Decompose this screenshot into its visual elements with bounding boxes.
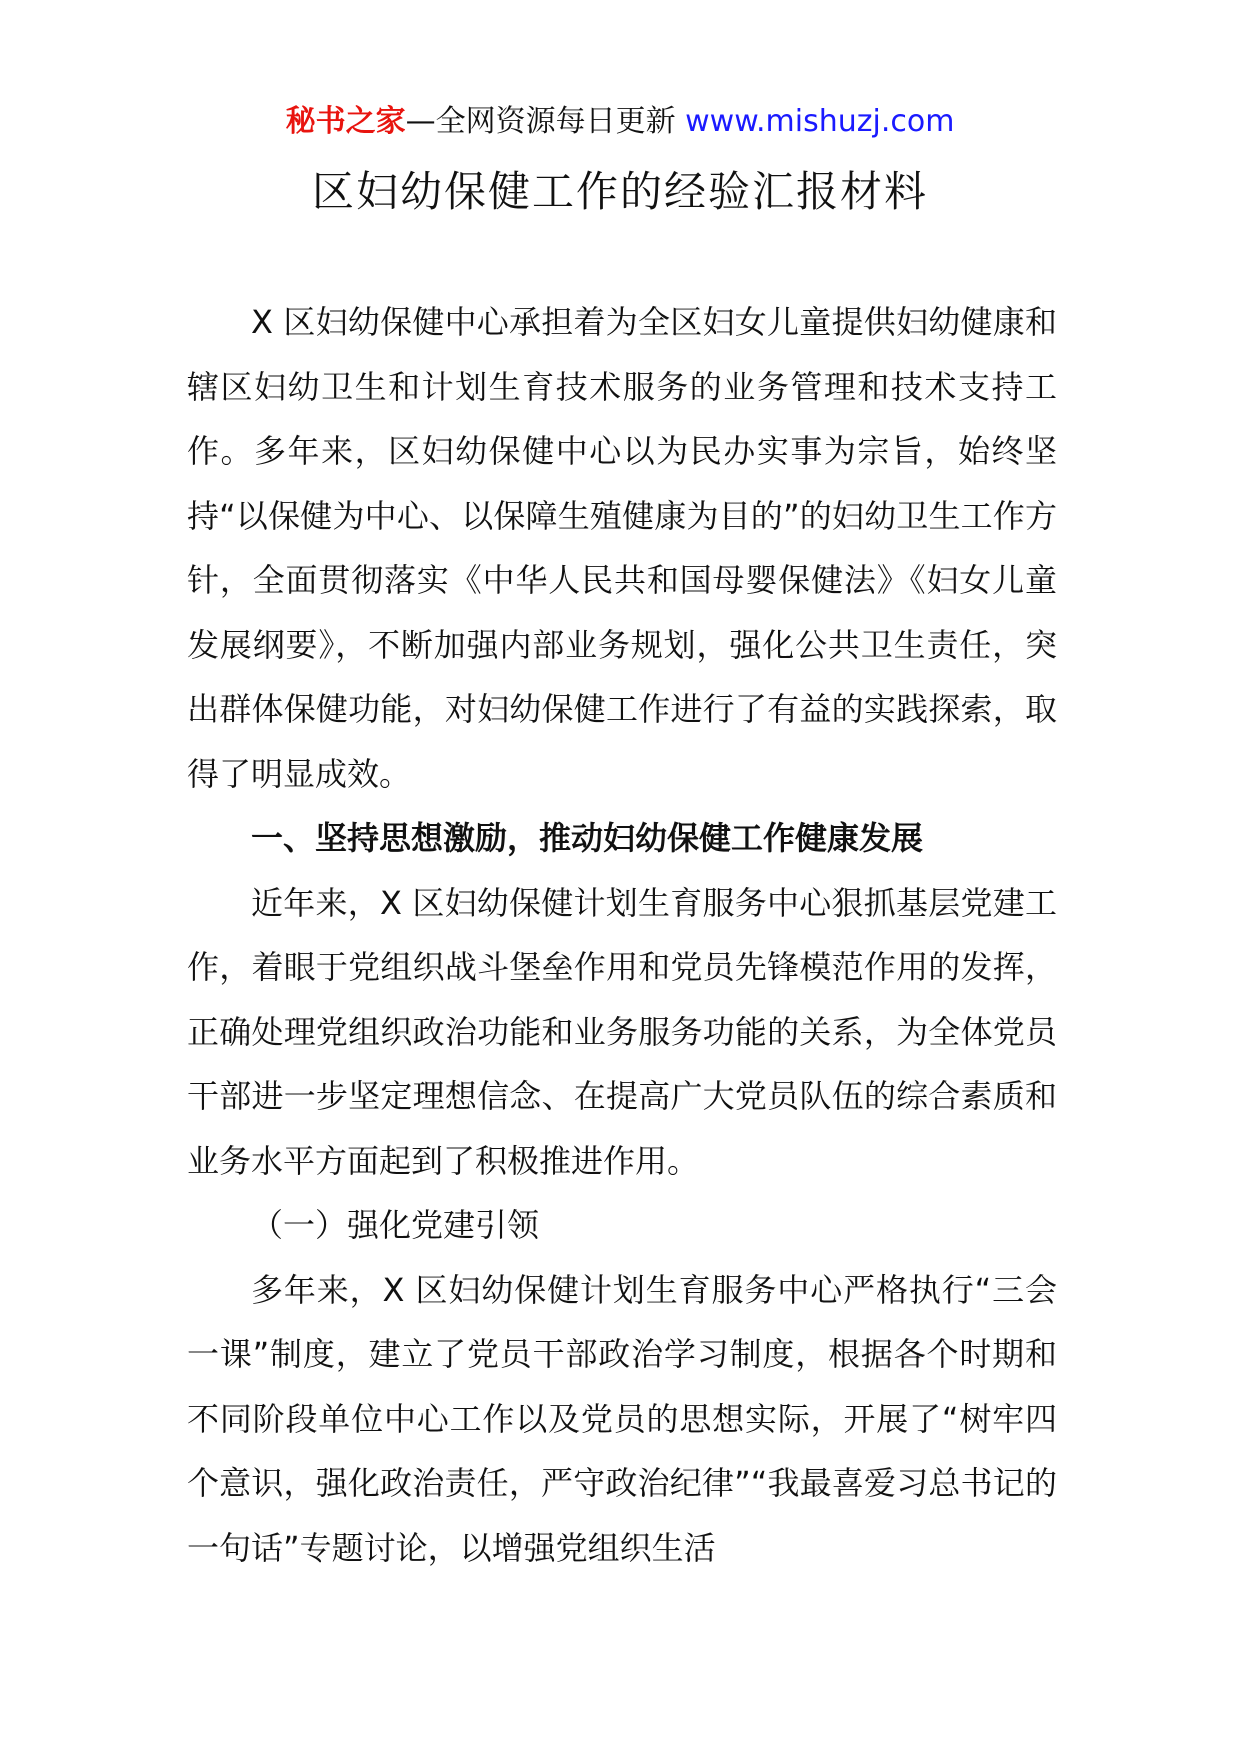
header-tagline: —全网资源每日更新 [405, 104, 686, 139]
subsection-heading-1: （一）强化党建引领 [251, 1206, 540, 1244]
subsection-1-paragraph: 多年来，X 区妇幼保健计划生育服务中心严格执行“三会一课”制度，建立了党员干部政治学习制度，根据各个时期和不同阶段单位中心工作以及党员的思想实际，开展了“树牢四个意识，强化政治责任，严守政治纪律”“我最喜爱习总书记的一句话”专题讨论，以增强党组织生活 [187, 1270, 1057, 1567]
site-url-link[interactable]: www.mishuzj.com [685, 104, 955, 139]
document-body [187, 290, 1057, 1580]
intro-paragraph: X 区妇幼保健中心承担着为全区妇女儿童提供妇幼健康和辖区妇幼卫生和计划生育技术服务的业务管理和技术支持工作。多年来，区妇幼保健中心以为民办实事为宗旨，始终坚持“以保健为中心、以保障生殖健康为目的”的妇幼卫生工作方针，全面贯彻落实《中华人民共和国母婴保健法》《妇女儿童发展纲要》，不断加强内部业务规划，强化公共卫生责任，突出群体保健功能，对妇幼保健工作进行了有益的实践探索，取得了明显成效。 [187, 303, 1057, 793]
brand-name: 秘书之家 [285, 104, 406, 139]
section-heading-1: 一、坚持思想激励，推动妇幼保健工作健康发展 [251, 819, 924, 857]
section-1-paragraph: 近年来，X 区妇幼保健计划生育服务中心狠抓基层党建工作，着眼于党组织战斗堡垒作用和党员先锋模范作用的发挥，正确处理党组织政治功能和业务服务功能的关系，为全体党员干部进一步坚定理想信念、在提高广大党员队伍的综合素质和业务水平方面起到了积极推进作用。 [187, 883, 1057, 1180]
document-title: 区妇幼保健工作的经验汇报材料 [311, 167, 928, 216]
site-header [0, 100, 1240, 144]
